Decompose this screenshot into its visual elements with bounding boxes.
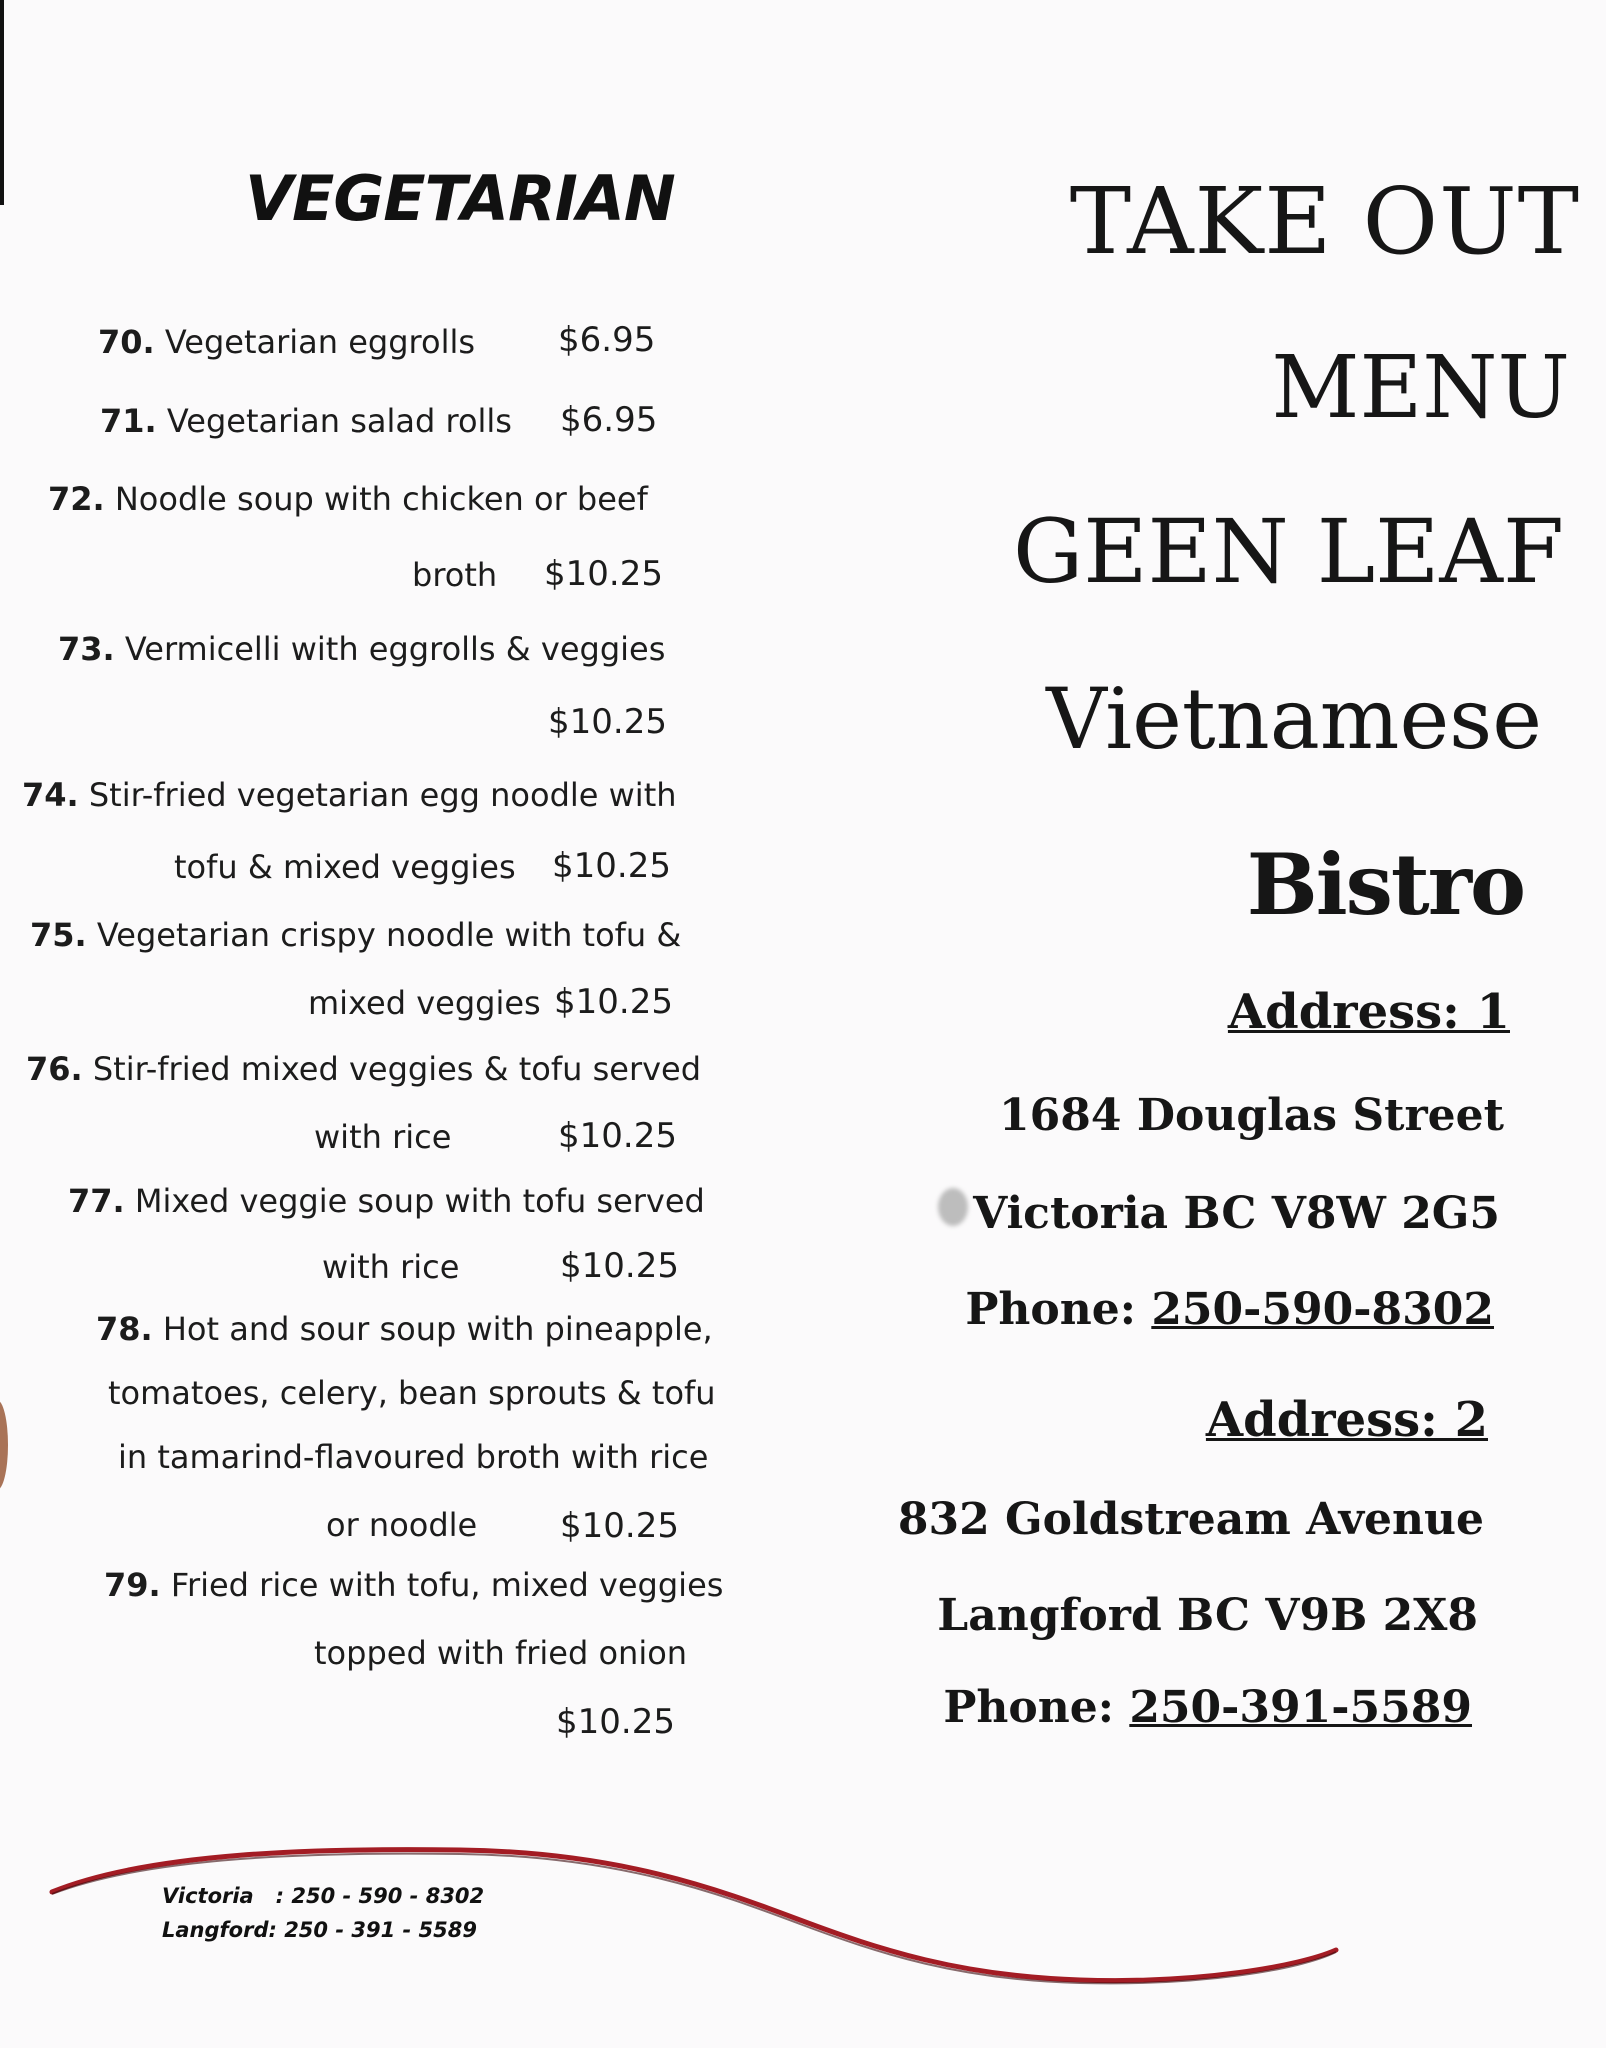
menu-item-78 xyxy=(96,1310,713,1348)
item-text-continued: tomatoes, celery, bean sprouts & tofu xyxy=(108,1374,716,1412)
item-text: Mixed veggie soup with tofu served xyxy=(134,1182,705,1220)
item-number: 75. xyxy=(30,916,87,954)
phone-link-2[interactable]: 250-391-5589 xyxy=(1129,1682,1472,1733)
item-text: Hot and sour soup with pineapple, xyxy=(162,1310,713,1348)
footer-langford-phone: Langford: 250 - 391 - 5589 xyxy=(162,1918,477,1942)
address-2-heading: Address: 2 xyxy=(1205,1392,1488,1448)
item-text: Noodle soup with chicken or beef xyxy=(114,480,648,518)
title-take-out: TAKE OUT xyxy=(1069,168,1580,275)
menu-item-70 xyxy=(98,323,475,361)
item-price: $10.25 xyxy=(556,1702,675,1742)
address-1-heading: Address: 1 xyxy=(1227,984,1510,1040)
vegetarian-heading: VEGETARIAN xyxy=(245,162,675,235)
item-number: 78. xyxy=(96,1310,153,1348)
restaurant-name-line2: Vietnamese xyxy=(1046,670,1542,768)
smudge xyxy=(938,1188,968,1226)
item-text-continued: with rice xyxy=(322,1248,460,1286)
address-2-street: 832 Goldstream Avenue xyxy=(897,1494,1484,1545)
item-number: 73. xyxy=(58,630,115,668)
menu-item-72 xyxy=(48,480,648,518)
item-number: 76. xyxy=(26,1050,83,1088)
item-price: $10.25 xyxy=(560,1506,679,1546)
item-price: $6.95 xyxy=(560,400,658,440)
item-price: $10.25 xyxy=(560,1246,679,1286)
menu-item-79 xyxy=(104,1566,723,1604)
item-text: Vermicelli with eggrolls & veggies xyxy=(124,630,666,668)
item-number: 77. xyxy=(68,1182,125,1220)
item-number: 79. xyxy=(104,1566,161,1604)
item-price: $10.25 xyxy=(548,702,667,742)
phone-label: Phone: xyxy=(943,1682,1114,1733)
restaurant-name-line1: GEEN LEAF xyxy=(1012,500,1564,603)
item-text-continued: or noodle xyxy=(326,1506,478,1544)
menu-item-71 xyxy=(100,402,512,440)
address-2-city: Langford BC V9B 2X8 xyxy=(937,1590,1478,1641)
item-text-continued: tofu & mixed veggies xyxy=(174,848,516,886)
phone-link-1[interactable]: 250-590-8302 xyxy=(1151,1284,1494,1335)
address-2-phone-row xyxy=(943,1682,1472,1733)
item-text-continued: topped with fried onion xyxy=(314,1634,688,1672)
phone-label: Phone: xyxy=(965,1284,1136,1335)
item-text-continued: mixed veggies xyxy=(308,984,541,1022)
item-text: Fried rice with tofu, mixed veggies xyxy=(170,1566,724,1604)
item-text: Vegetarian salad rolls xyxy=(166,402,512,440)
title-menu: MENU xyxy=(1271,338,1570,438)
footer-victoria-phone: Victoria : 250 - 590 - 8302 xyxy=(162,1884,485,1908)
item-text-continued: in tamarind-flavoured broth with rice xyxy=(118,1438,709,1476)
item-price: $10.25 xyxy=(544,554,663,594)
item-text: Stir-fried vegetarian egg noodle with xyxy=(88,776,677,814)
menu-item-76 xyxy=(26,1050,701,1088)
menu-item-77 xyxy=(68,1182,705,1220)
address-1-street: 1684 Douglas Street xyxy=(999,1090,1504,1141)
menu-item-74 xyxy=(22,776,677,814)
item-text-continued: with rice xyxy=(314,1118,452,1156)
address-1-city: Victoria BC V8W 2G5 xyxy=(973,1188,1500,1239)
restaurant-name-line3: Bistro xyxy=(1246,835,1524,934)
item-price: $6.95 xyxy=(558,320,656,360)
item-number: 74. xyxy=(22,776,79,814)
item-text: Vegetarian eggrolls xyxy=(164,323,476,361)
item-text-continued: broth xyxy=(412,556,498,594)
menu-item-73 xyxy=(58,630,665,668)
item-number: 70. xyxy=(98,323,155,361)
item-text: Vegetarian crispy noodle with tofu & xyxy=(96,916,682,954)
swoosh-line xyxy=(52,1850,1336,1981)
page-edge-stain xyxy=(0,1400,8,1490)
page-edge-shadow xyxy=(0,0,4,205)
address-1-phone-row xyxy=(965,1284,1494,1335)
menu-item-75 xyxy=(30,916,681,954)
item-price: $10.25 xyxy=(558,1116,677,1156)
item-price: $10.25 xyxy=(552,846,671,886)
item-price: $10.25 xyxy=(554,982,673,1022)
item-number: 71. xyxy=(100,402,157,440)
item-text: Stir-fried mixed veggies & tofu served xyxy=(92,1050,702,1088)
item-number: 72. xyxy=(48,480,105,518)
